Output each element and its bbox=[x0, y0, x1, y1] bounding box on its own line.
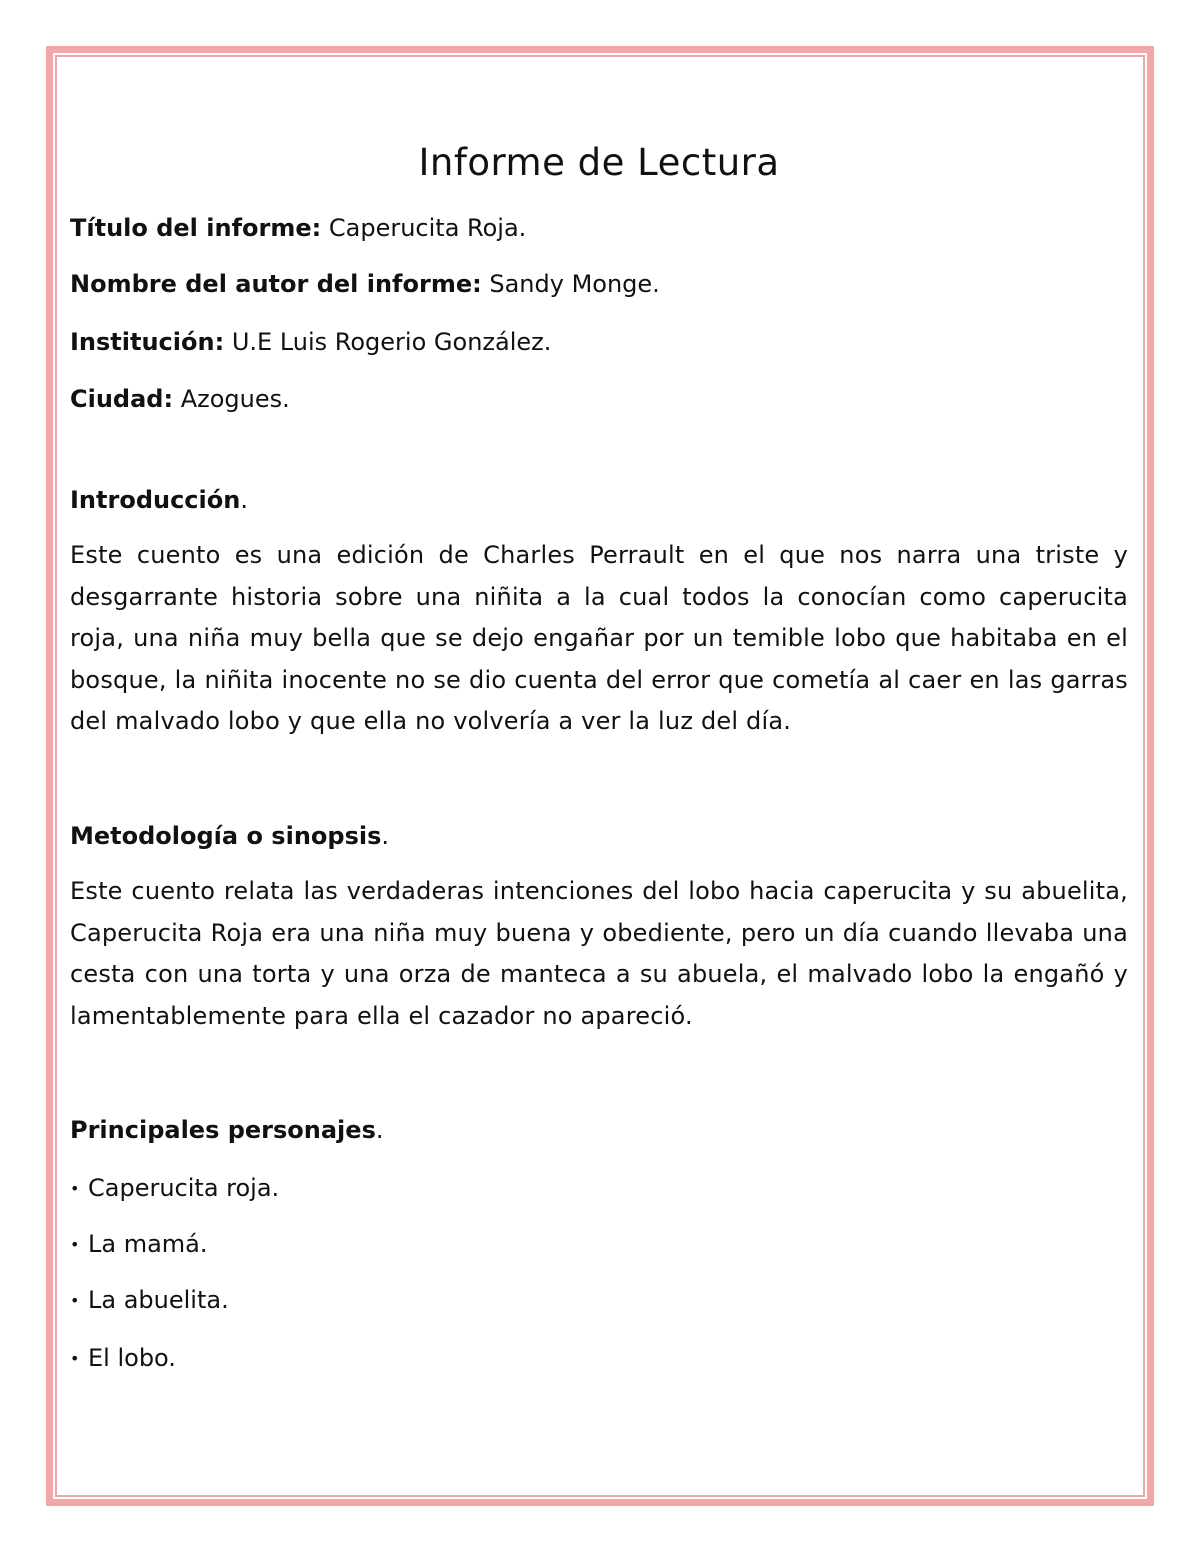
bullet-icon: • bbox=[70, 1235, 80, 1254]
section-text-introduction: Este cuento es una edición de Charles Perrault en el que nos narra una triste y desgarrante historia sobre una niñita a la cual todos la conocían como caperucita roja, una niña muy bella que se dejo engañar por un temible lobo que habitaba en el bosque, la niñita inocente no se dio cuenta del error que cometía al caer en las garras del malvado lobo y que ella no volvería a ver la luz del día. bbox=[70, 541, 1128, 735]
bullet-icon: • bbox=[70, 1179, 80, 1198]
field-label: Ciudad: bbox=[70, 385, 174, 413]
field-report-title bbox=[70, 213, 526, 243]
field-value: U.E Luis Rogerio González. bbox=[231, 328, 552, 356]
list-item: • La mamá. bbox=[70, 1230, 208, 1258]
list-item: • Caperucita roja. bbox=[70, 1174, 280, 1202]
field-author bbox=[70, 269, 660, 299]
field-label: Institución: bbox=[70, 328, 225, 356]
field-institution bbox=[70, 327, 551, 357]
document-title: Informe de Lectura bbox=[418, 141, 780, 184]
section-heading-introduction: Introducción. bbox=[70, 486, 248, 514]
field-value: Azogues. bbox=[180, 385, 290, 413]
section-text-methodology: Este cuento relata las verdaderas intenciones del lobo hacia caperucita y su abuelita, Caperucita Roja era una niña muy buena y obediente, pero un día cuando llevaba una cesta con una torta y una orza de manteca a su abuela, el malvado lobo la engañó y lamentablemente para ella el cazador no apareció. bbox=[70, 877, 1128, 1030]
section-heading-methodology: Metodología o sinopsis. bbox=[70, 822, 390, 850]
list-item: • La abuelita. bbox=[70, 1286, 229, 1314]
field-label: Título del informe: bbox=[70, 214, 322, 242]
field-city bbox=[70, 384, 290, 414]
document-body bbox=[70, 135, 1128, 1372]
field-value: Sandy Monge. bbox=[489, 270, 660, 298]
field-value: Caperucita Roja. bbox=[328, 214, 527, 242]
list-item: • El lobo. bbox=[70, 1344, 176, 1372]
field-label: Nombre del autor del informe: bbox=[70, 270, 482, 298]
bullet-icon: • bbox=[70, 1291, 80, 1310]
section-heading-characters: Principales personajes. bbox=[70, 1116, 384, 1144]
bullet-icon: • bbox=[70, 1349, 80, 1368]
